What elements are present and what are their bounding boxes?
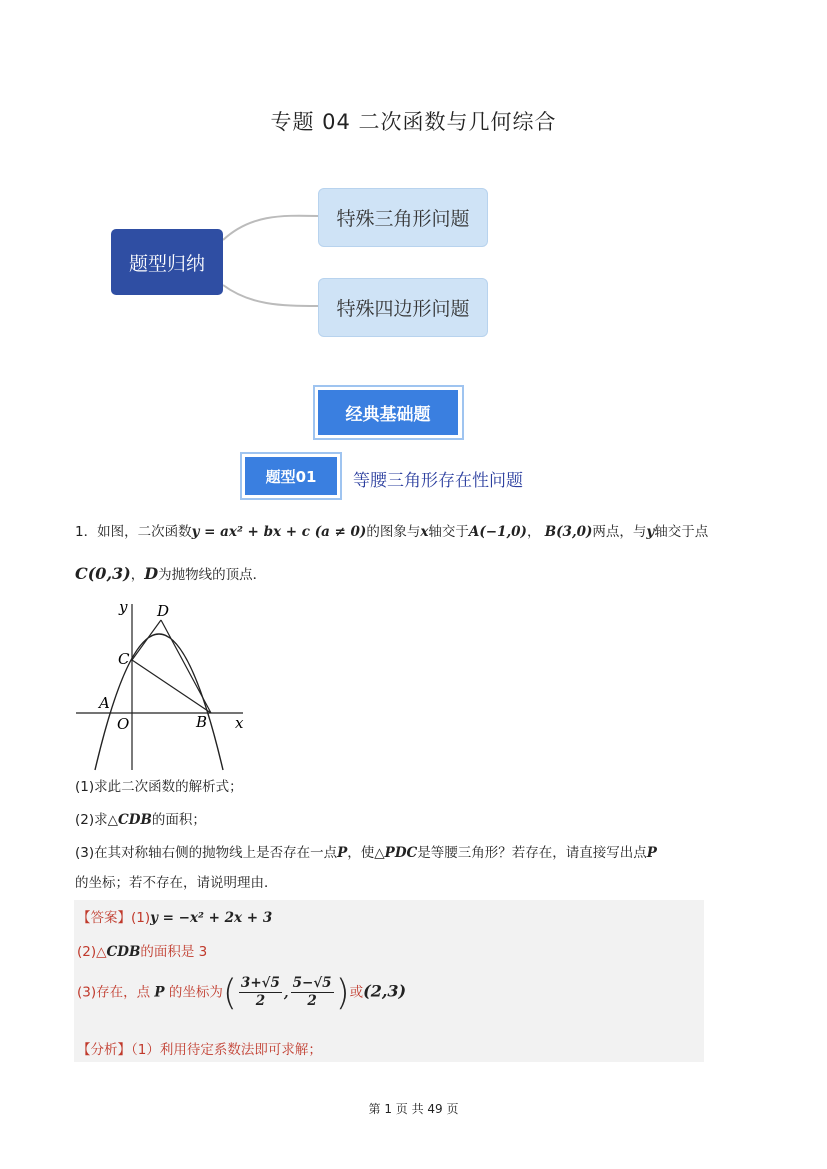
frac-1-denominator: 2 [255,993,266,1009]
graph-label-b: B [196,713,208,731]
problem-line-1: 1．如图，二次函数y = ax² + bx + c (a ≠ 0)的图象与x轴交于A(−1,0)， B(3,0)两点，与y轴交于点 [75,524,709,540]
mindmap-node-quadrilateral: 特殊四边形问题 [318,278,488,337]
graph-label-x: x [235,714,244,732]
type-badge: 题型01 [245,457,337,495]
question-3-line-2: 的坐标；若不存在，请说明理由． [75,875,278,891]
answer-2: (2)△CDB的面积是 3 [77,944,208,960]
analysis: 【分析】（1）利用待定系数法即可求解； [77,1042,322,1058]
answer-3: (3)存在，点 P 的坐标为( $\frac{3+√5}{2}$ , $\frac{5-√5}{2}$ )或(2,3) [77,972,407,1013]
graph-label-c: C [118,650,130,668]
mindmap-node-triangle: 特殊三角形问题 [318,188,488,247]
frac-2-numerator: 5−√5 [292,975,332,991]
question-1: (1)求此二次函数的解析式； [75,779,243,795]
frac-1-numerator: 3+√5 [240,975,280,991]
question-3: (3)在其对称轴右侧的抛物线上是否存在一点P，使△PDC是等腰三角形？若存在，请直接写出点P [75,845,657,861]
section-header: 经典基础题 [318,390,458,435]
type-title: 等腰三角形存在性问题 [353,471,523,491]
page-footer: 第 1 页 共 49 页 [368,1102,459,1116]
graph-label-a: A [99,694,110,712]
question-2: (2)求△CDB的面积； [75,812,206,828]
graph-label-o: O [117,715,130,733]
parabola-graph [73,598,253,773]
graph-label-y: y [119,598,128,616]
page-title: 专题 04 二次函数与几何综合 [270,110,557,134]
graph-label-d: D [157,602,170,620]
frac-2-denominator: 2 [307,993,317,1009]
problem-line-2: C(0,3)，D为抛物线的顶点． [75,564,267,583]
mindmap-root: 题型归纳 [111,229,223,295]
answer-1: 【答案】(1)y = −x² + 2x + 3 [77,910,273,926]
